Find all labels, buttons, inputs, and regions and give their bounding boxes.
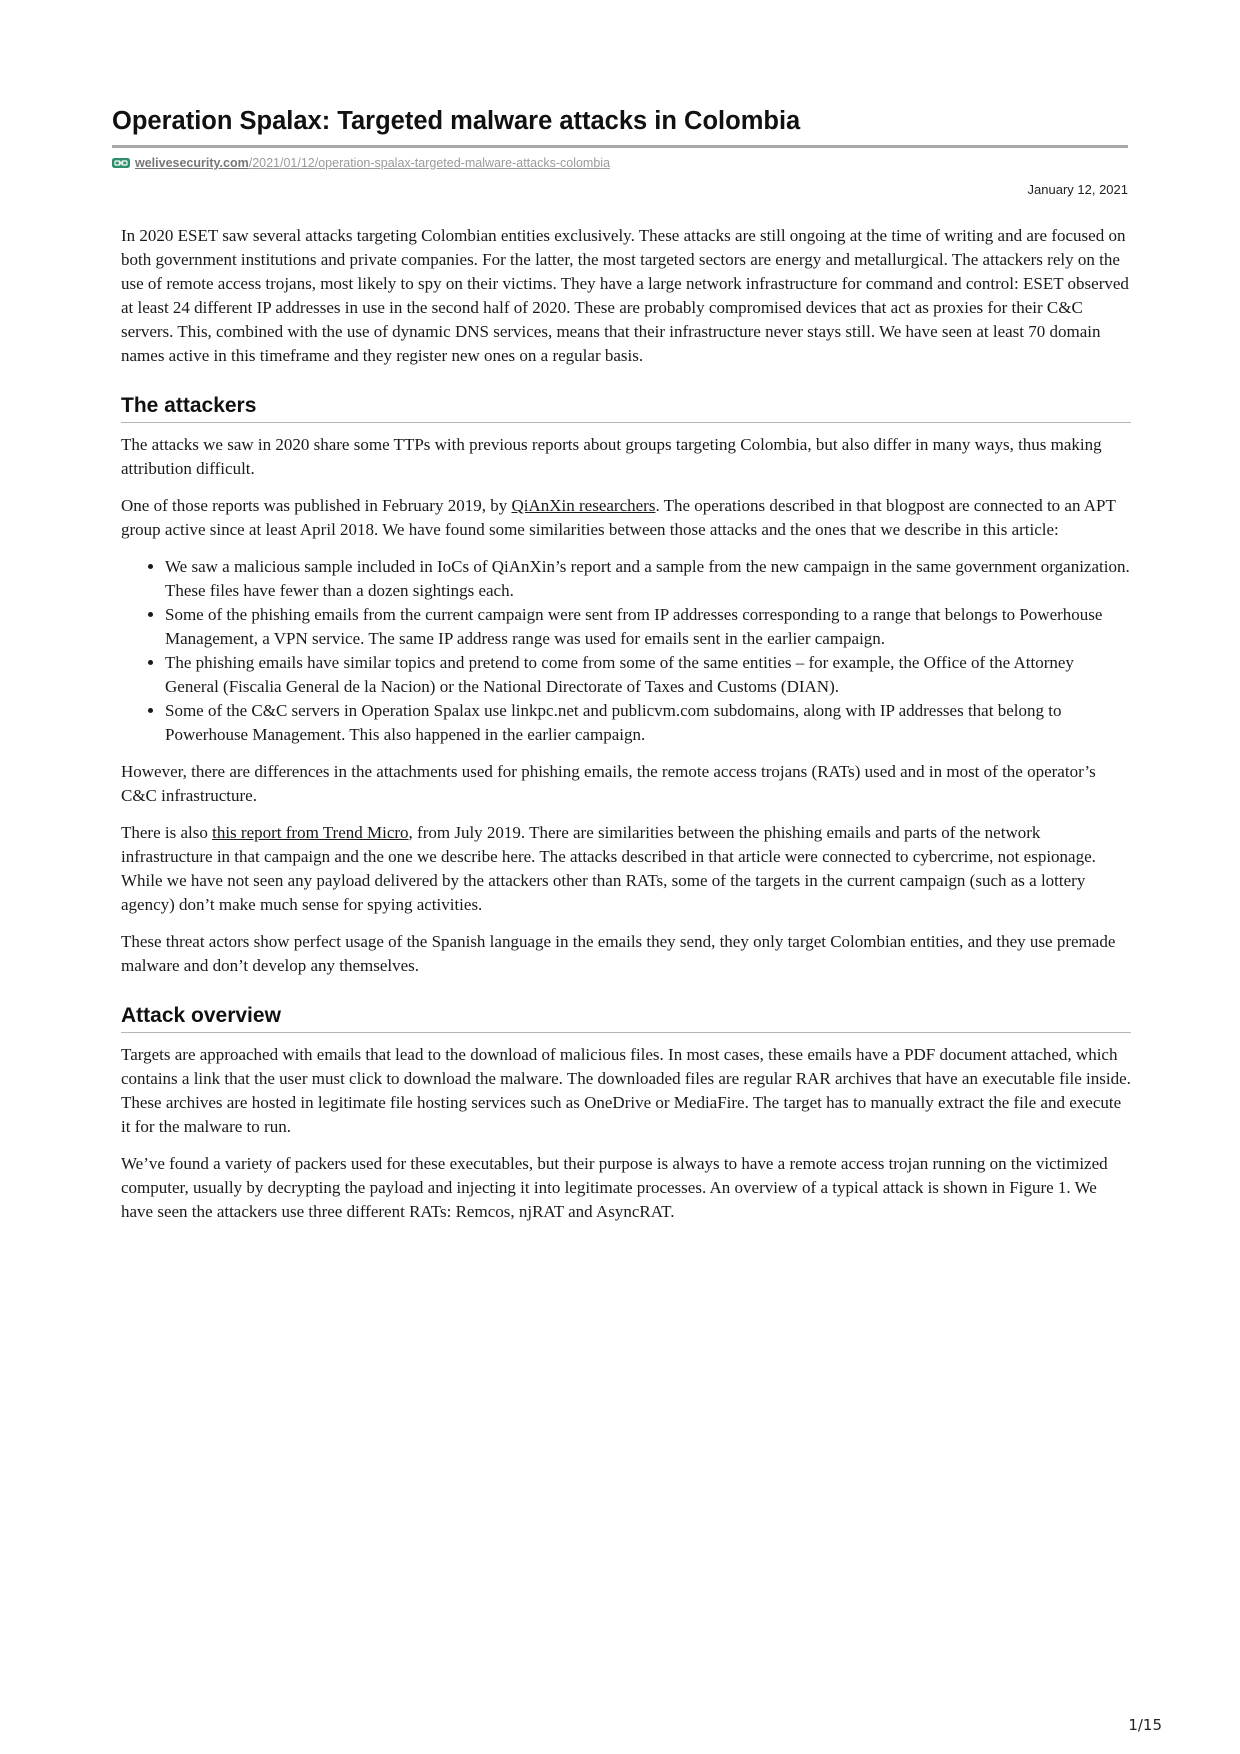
page-number: 1/15: [1128, 1716, 1162, 1734]
attackers-paragraph-2: One of those reports was published in February 2019, by QiAnXin researchers. The operations described in that blogpost are connected to an APT group active since at least April 2018. We have found some similarities between those attacks and the ones that we describe in this article:: [121, 496, 1116, 539]
qianxin-report-link[interactable]: QiAnXin researchers: [511, 496, 656, 515]
source-url[interactable]: [112, 154, 610, 172]
list-item: • The phishing emails have similar topics and pretend to come from some of the same entities – for example, the Office of the Attorney General (Fiscalia General de la Nacion) or the National Directorate of Taxes and Customs (DIAN).: [165, 651, 1131, 699]
page-title: Operation Spalax: Targeted malware attacks in Colombia: [112, 107, 801, 135]
list-item: • We saw a malicious sample included in IoCs of QiAnXin’s report and a sample from the new campaign in the same government organization. These files have fewer than a dozen sightings each.: [165, 555, 1131, 603]
trend-micro-report-link[interactable]: this report from Trend Micro: [212, 823, 409, 842]
attackers-paragraph-1: The attacks we saw in 2020 share some TTPs with previous reports about groups targeting Colombia, but also differ in many ways, thus making attribution difficult.: [121, 435, 1102, 478]
overview-paragraph-1: Targets are approached with emails that lead to the download of malicious files. In most cases, these emails have a PDF document attached, which contains a link that the user must click to download the malware. The downloaded files are regular RAR archives that have an executable file inside. These archives are hosted in legitimate file hosting services such as OneDrive or MediaFire. The target has to manually extract the file and execute it for the malware to run.: [121, 1045, 1131, 1136]
section-divider: [121, 422, 1131, 423]
list-item: • Some of the phishing emails from the current campaign were sent from IP addresses corresponding to a range that belongs to Powerhouse Management, a VPN service. The same IP address range was used for emails sent in the earlier campaign.: [165, 603, 1131, 651]
section-heading-overview: Attack overview: [121, 1004, 281, 1027]
section-heading-attackers: The attackers: [121, 394, 257, 417]
overview-paragraph-2: We’ve found a variety of packers used for these executables, but their purpose is always to have a remote access trojan running on the victimized computer, usually by decrypting the payload and injecting it into legitimate processes. An overview of a typical attack is shown in Figure 1. We have seen the attackers use three different RATs: Remcos, njRAT and AsyncRAT.: [121, 1154, 1108, 1221]
similarities-list: [121, 555, 1131, 747]
title-divider: [112, 145, 1128, 148]
attackers-paragraph-4: There is also this report from Trend Micro, from July 2019. There are similarities between the phishing emails and parts of the network infrastructure in that campaign and the one we describe here. The attacks described in that article were connected to cybercrime, not espionage. While we have not seen any payload delivered by the attackers other than RATs, some of the targets in the current campaign (such as a lottery agency) don’t make much sense for spying activities.: [121, 823, 1096, 914]
attackers-paragraph-5: These threat actors show perfect usage of the Spanish language in the emails they send, they only target Colombian entities, and they use premade malware and don’t develop any themselves.: [121, 932, 1116, 975]
attackers-paragraph-3: However, there are differences in the attachments used for phishing emails, the remote access trojans (RATs) used and in most of the operator’s C&C infrastructure.: [121, 762, 1096, 805]
link-icon: [112, 158, 130, 168]
source-domain-link[interactable]: welivesecurity.com: [135, 156, 249, 170]
publish-date: January 12, 2021: [1027, 182, 1128, 197]
intro-paragraph: In 2020 ESET saw several attacks targeting Colombian entities exclusively. These attacks are still ongoing at the time of writing and are focused on both government institutions and private companies. For the latter, the most targeted sectors are energy and metallurgical. The attackers rely on the use of remote access trojans, most likely to spy on their victims. They have a large network infrastructure for command and control: ESET observed at least 24 different IP addresses in use in the second half of 2020. These are probably compromised devices that act as proxies for their C&C servers. This, combined with the use of dynamic DNS services, means that their infrastructure never stays still. We have seen at least 70 domain names active in this timeframe and they register new ones on a regular basis.: [121, 226, 1129, 365]
section-divider: [121, 1032, 1131, 1033]
article-body: [121, 224, 1131, 1237]
list-item: • Some of the C&C servers in Operation Spalax use linkpc.net and publicvm.com subdomains, along with IP addresses that belong to Powerhouse Management. This also happened in the earlier campaign.: [165, 699, 1131, 747]
source-path-link[interactable]: /2021/01/12/operation-spalax-targeted-malware-attacks-colombia: [248, 156, 611, 170]
